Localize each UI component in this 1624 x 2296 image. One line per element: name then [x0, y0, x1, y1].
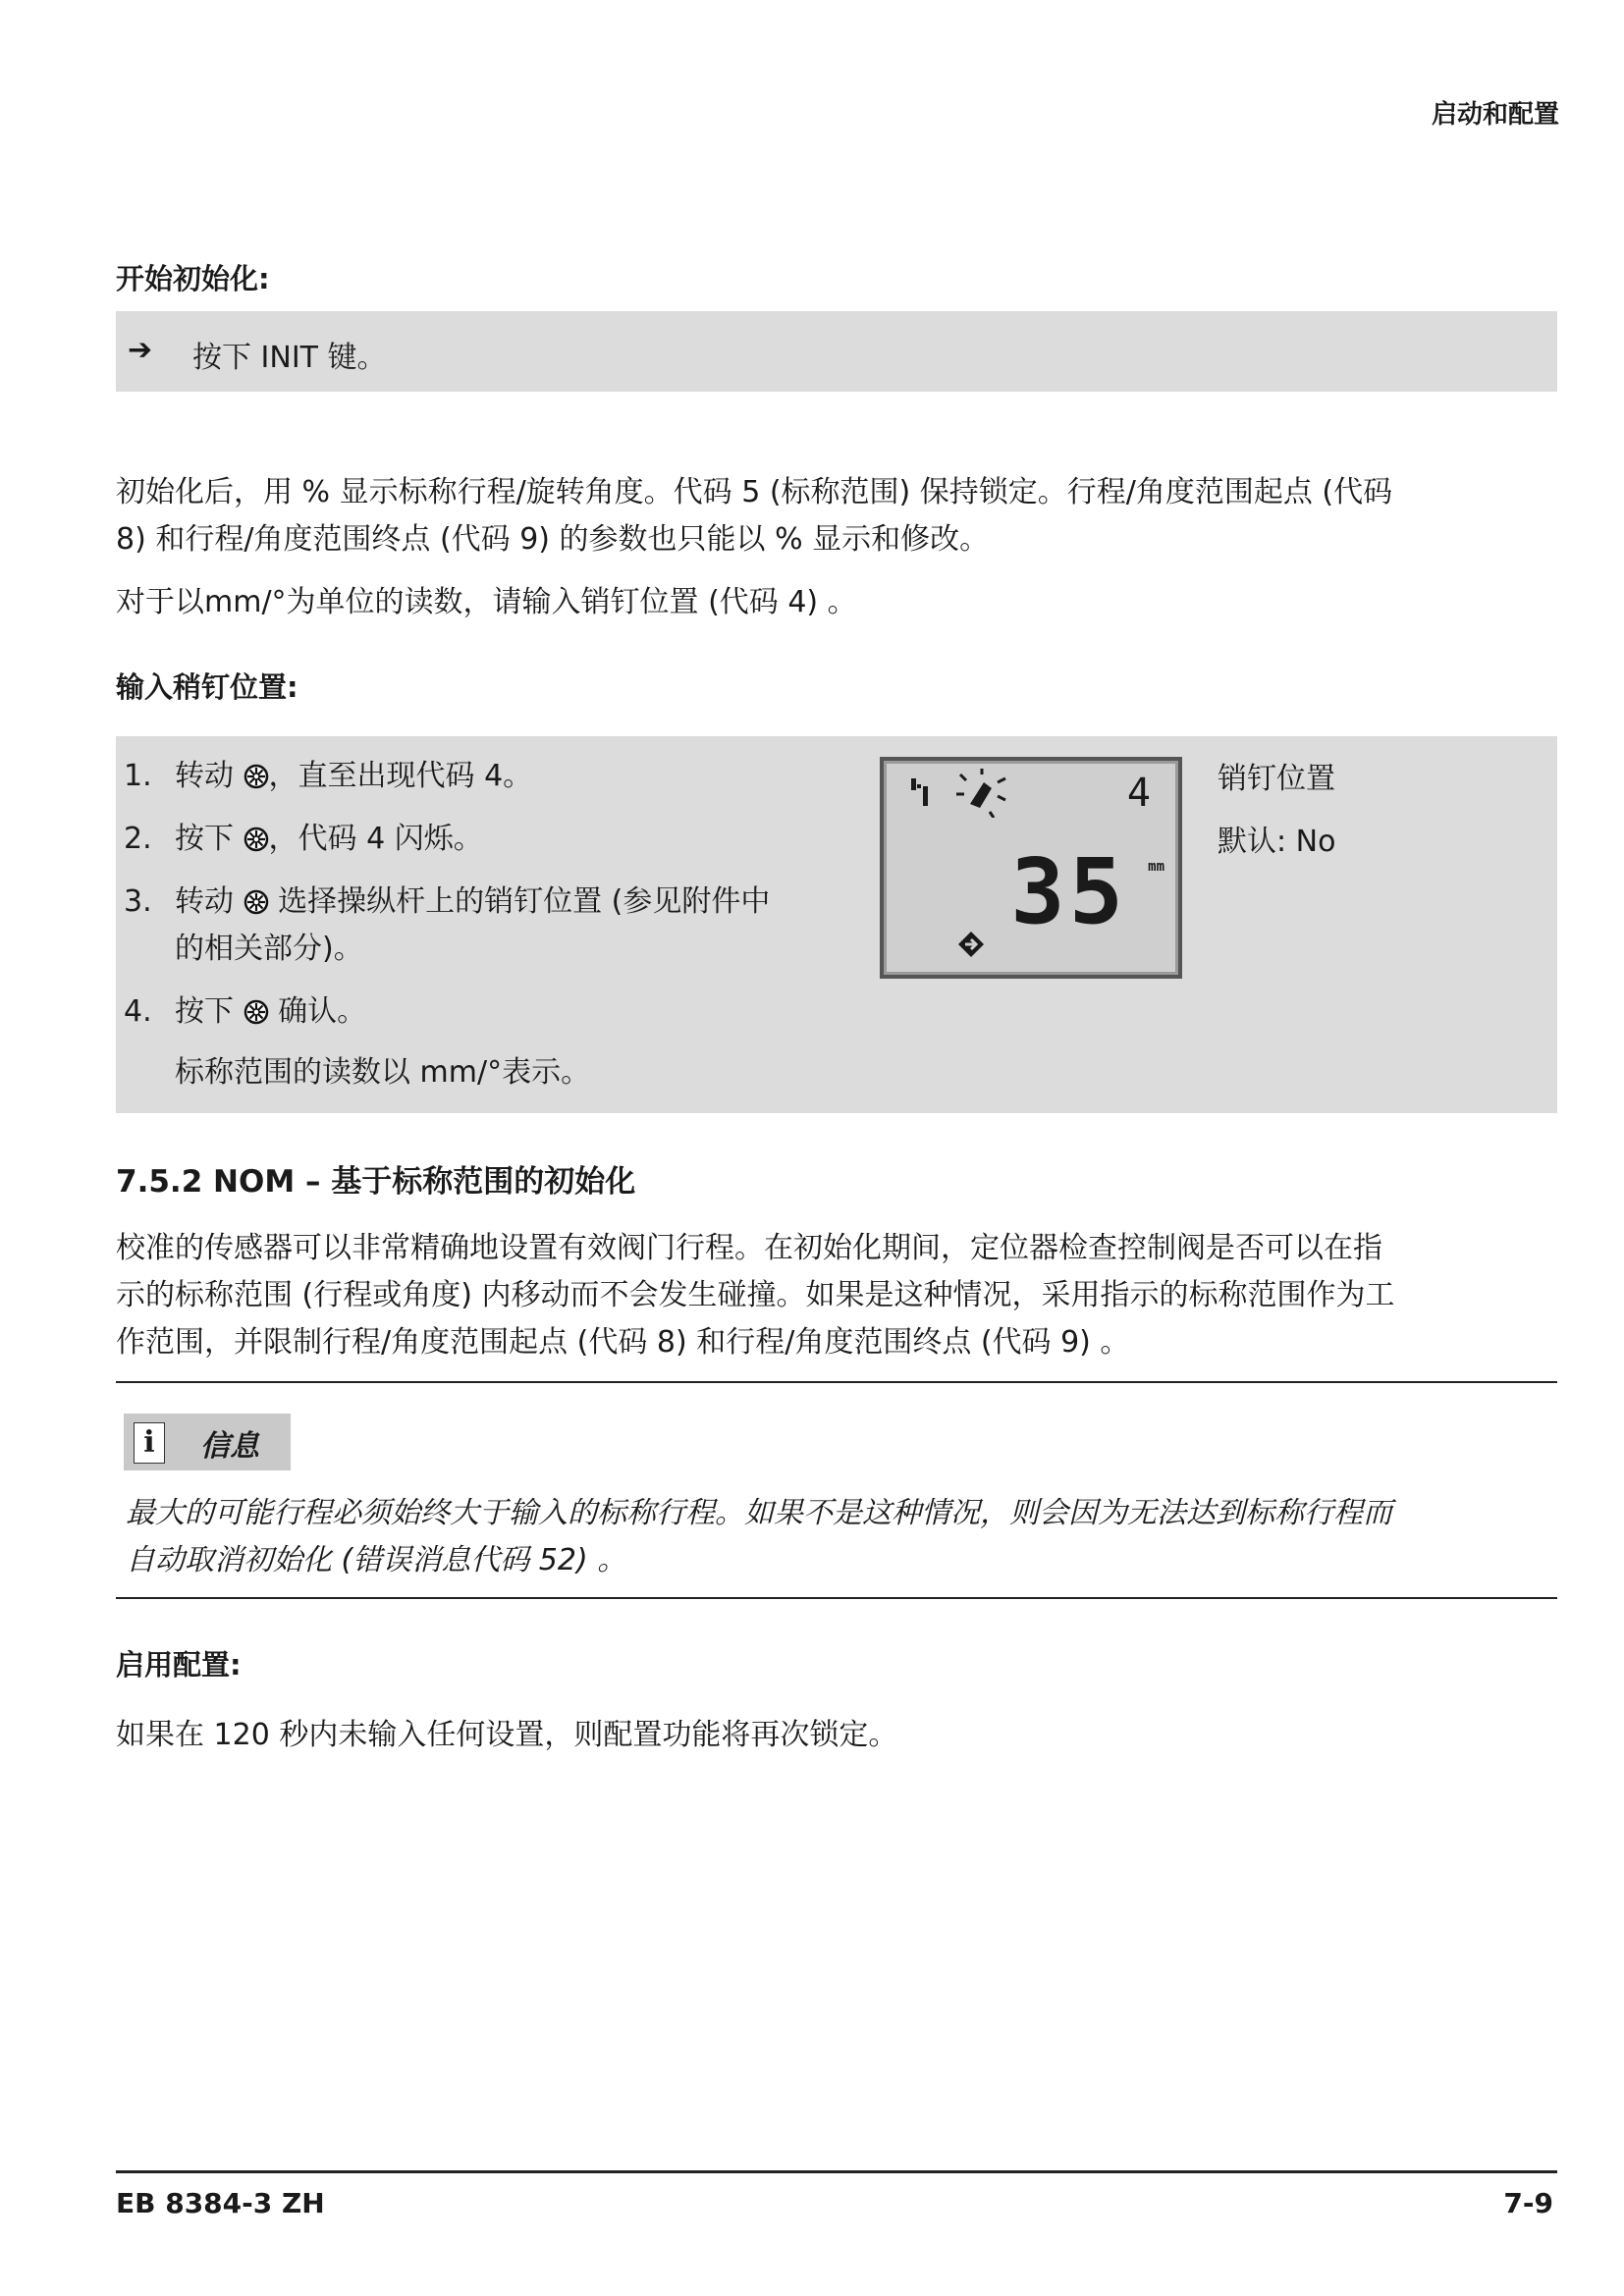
blinking-hand-icon [954, 769, 1009, 818]
info-top-rule [116, 1381, 1557, 1383]
info-icon: i [134, 1422, 165, 1464]
info-bottom-rule [116, 1597, 1557, 1599]
para-line: 作范围，并限制行程/角度范围起点 (代码 8) 和行程/角度范围终点 (代码 9) 。 [116, 1325, 1130, 1360]
step-item: 1. 转动 ，直至出现代码 4。 [124, 759, 533, 793]
footer-rule [116, 2170, 1557, 2173]
pin-heading: 输入稍钉位置: [116, 670, 298, 704]
para-line: 校准的传感器可以非常精确地设置有效阀门行程。在初始化期间，定位器检查控制阀是否可以在指 [116, 1231, 1382, 1265]
info-line: 自动取消初始化 (错误消息代码 52) 。 [126, 1543, 627, 1577]
info-badge [124, 1414, 291, 1470]
start-init-instruction: 按下 INIT 键。 [192, 341, 387, 375]
lcd-display [880, 757, 1182, 979]
arrow-right-icon: ➔ [128, 333, 153, 367]
config-mode-icon [909, 774, 935, 810]
section-heading-752: 7.5.2 NOM – 基于标称范围的初始化 [116, 1164, 636, 1200]
para-line: 8) 和行程/角度范围终点 (代码 9) 的参数也只能以 % 显示和修改。 [116, 522, 990, 557]
step-item: 3. 转动 选择操纵杆上的销钉位置 (参见附件中 [124, 884, 771, 919]
step-item: 2. 按下 ，代码 4 闪烁。 [124, 822, 483, 856]
lcd-code: 4 [1126, 771, 1151, 816]
rotary-knob-icon [244, 827, 269, 852]
start-init-heading: 开始初始化: [116, 262, 270, 295]
lcd-value: 35 [1010, 839, 1127, 944]
step-note: 标称范围的读数以 mm/°表示。 [175, 1055, 591, 1090]
enable-config-heading: 启用配置: [116, 1648, 242, 1682]
para-line: 初始化后，用 % 显示标称行程/旋转角度。代码 5 (标称范围) 保持锁定。行程/角度范围起点 (代码 [116, 475, 1393, 509]
rotary-knob-icon [244, 764, 269, 789]
start-init-box [116, 311, 1557, 392]
info-line: 最大的可能行程必须始终大于输入的标称行程。如果不是这种情况，则会因为无法达到标称行程而 [126, 1496, 1392, 1530]
rotary-knob-icon [244, 889, 269, 915]
footer-page-number: 7-9 [1503, 2187, 1553, 2219]
step-item: 4. 按下 确认。 [124, 994, 367, 1029]
enter-diamond-icon [956, 930, 986, 959]
running-header: 启动和配置 [1431, 100, 1559, 130]
info-title: 信息 [200, 1429, 259, 1464]
para-line: 对于以mm/°为单位的读数，请输入销钉位置 (代码 4) 。 [116, 585, 857, 619]
rotary-knob-icon [244, 999, 269, 1025]
pin-side-label: 销钉位置 [1218, 762, 1335, 796]
step-item-continuation: 的相关部分)。 [175, 932, 363, 966]
lcd-unit: mm [1148, 859, 1164, 875]
footer-doc-id: EB 8384-3 ZH [116, 2187, 325, 2219]
pin-side-default: 默认: No [1218, 825, 1336, 859]
para-line: 示的标称范围 (行程或角度) 内移动而不会发生碰撞。如果是这种情况，采用指示的标称范围作为工 [116, 1278, 1395, 1312]
enable-config-text: 如果在 120 秒内未输入任何设置，则配置功能将再次锁定。 [116, 1718, 898, 1752]
